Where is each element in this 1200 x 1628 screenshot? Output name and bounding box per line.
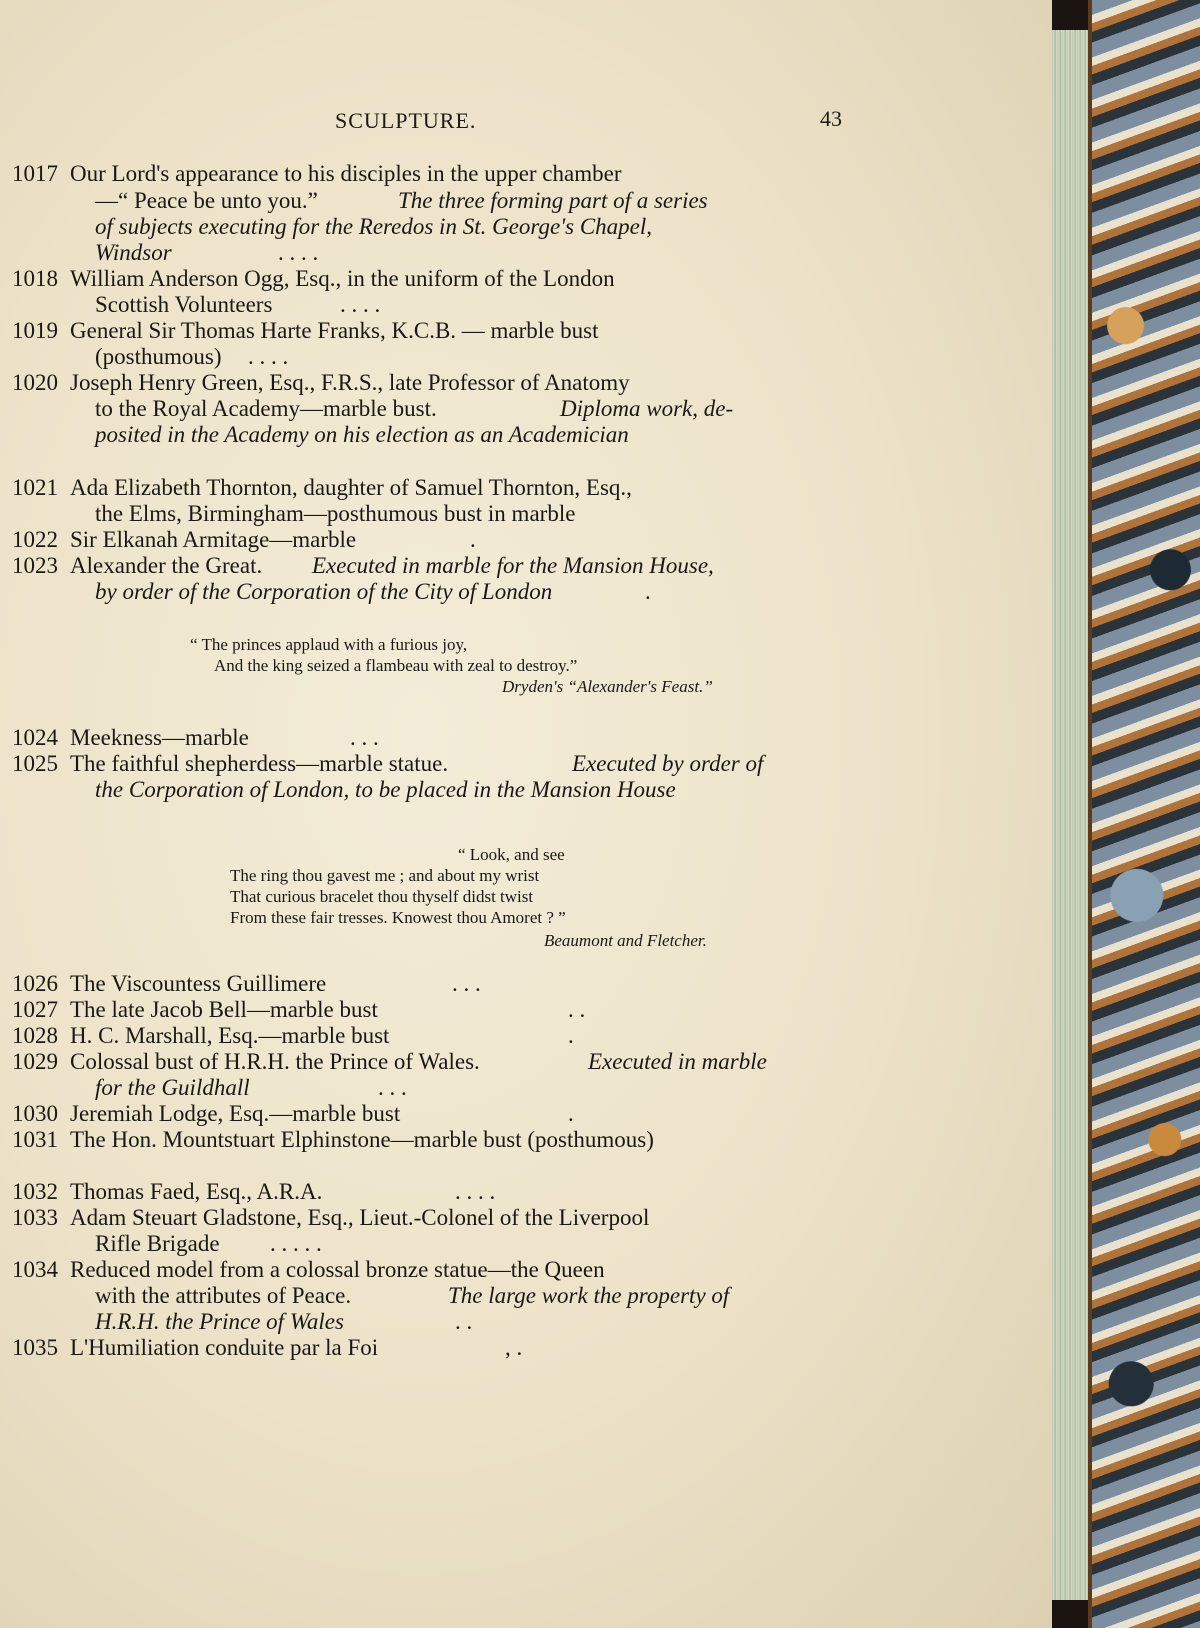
entry-note: for the Guildhall (95, 1075, 250, 1100)
entry-number: 1020 (12, 370, 58, 395)
entry-title: Reduced model from a colossal bronze statue—the Queen (70, 1257, 605, 1282)
entry-title: Our Lord's appearance to his disciples in the upper chamber (70, 161, 622, 186)
entry-number: 1026 (12, 971, 58, 996)
entry-note: Diploma work, de- (560, 396, 734, 421)
verse-line: “ Look, and see (458, 845, 565, 864)
verse-quote (230, 844, 707, 951)
entry-number: 1024 (12, 725, 58, 750)
entry-number: 1029 (12, 1049, 58, 1074)
entry-number: 1017 (12, 161, 58, 186)
entry-number: 1030 (12, 1101, 58, 1126)
entry-note: posited in the Academy on his election as an Academician (95, 422, 629, 447)
entry-number: 1028 (12, 1023, 58, 1048)
entry-number: 1034 (12, 1257, 58, 1282)
leader-dots: . . . . (278, 240, 319, 265)
leader-dots: , . (505, 1335, 523, 1360)
entry-title: The faithful shepherdess—marble statue. (70, 751, 449, 776)
entry-text: Scottish Volunteers (95, 292, 273, 317)
entry-note: Windsor (95, 240, 172, 265)
page-number: 43 (820, 106, 842, 131)
entry-title: Adam Steuart Gladstone, Esq., Lieut.-Colonel of the Liverpool (70, 1205, 650, 1230)
leader-dots: . . . . . (270, 1231, 322, 1256)
page-edges (1052, 30, 1088, 1600)
marbled-endpaper (1088, 0, 1200, 1628)
entry-title: William Anderson Ogg, Esq., in the uniform of the London (70, 266, 615, 291)
entry-title: Meekness—marble (70, 725, 249, 750)
entry-number: 1022 (12, 527, 58, 552)
entry-text: (posthumous) (95, 344, 222, 369)
entry-title: H. C. Marshall, Esq.—marble bust (70, 1023, 390, 1048)
verse-line: From these fair tresses. Knowest thou Amoret ? ” (230, 908, 566, 927)
leader-dots: . (470, 527, 476, 552)
entry-number: 1035 (12, 1335, 58, 1360)
leader-dots: . . . (378, 1075, 407, 1100)
entry-title: Thomas Faed, Esq., A.R.A. (70, 1179, 323, 1204)
entry-title: L'Humiliation conduite par la Foi (70, 1335, 379, 1360)
verse-line: The ring thou gavest me ; and about my wrist (230, 866, 540, 885)
verse-line: That curious bracelet thou thyself didst twist (230, 887, 534, 906)
entry-title: The Hon. Mountstuart Elphinstone—marble bust (posthumous) (70, 1127, 654, 1152)
leader-dots: . . (568, 997, 586, 1022)
entry-note: Executed in marble for the Mansion House, (312, 553, 714, 578)
entry-title: The late Jacob Bell—marble bust (70, 997, 378, 1022)
entry-note: Executed in marble (588, 1049, 767, 1074)
entry-title: General Sir Thomas Harte Franks, K.C.B. — marble bust (70, 318, 599, 343)
leader-dots: . . . (350, 725, 379, 750)
entry-text: Rifle Brigade (95, 1231, 220, 1256)
entry-number: 1027 (12, 997, 58, 1022)
entry-note: the Corporation of London, to be placed in the Mansion House (95, 777, 676, 802)
verse-attribution: Beaumont and Fletcher. (544, 931, 707, 950)
entry-note: of subjects executing for the Reredos in St. George's Chapel, (95, 214, 653, 239)
leader-dots: . . (455, 1309, 473, 1334)
entry-text: with the attributes of Peace. (95, 1283, 352, 1308)
entry-number: 1031 (12, 1127, 58, 1152)
running-title: SCULPTURE. (335, 108, 477, 133)
leader-dots: . (645, 579, 651, 604)
verse-quote (190, 634, 713, 696)
entry-text: to the Royal Academy—marble bust. (95, 396, 437, 421)
entry-number: 1018 (12, 266, 58, 291)
entry-note: Executed by order of (572, 751, 764, 776)
entry-title: The Viscountess Guillimere (70, 971, 327, 996)
entry-note: The three forming part of a series (398, 188, 708, 213)
entry-title: Sir Elkanah Armitage—marble (70, 527, 357, 552)
leader-dots: . (568, 1023, 574, 1048)
verse-line: And the king seized a flambeau with zeal to destroy.” (214, 656, 578, 675)
entry-text: —“ Peace be unto you.” (95, 188, 318, 213)
entry-text: the Elms, Birmingham—posthumous bust in marble (95, 501, 576, 526)
entry-number: 1023 (12, 553, 58, 578)
entry-number: 1033 (12, 1205, 58, 1230)
entry-note: H.R.H. the Prince of Wales (95, 1309, 344, 1334)
leader-dots: . . . . (340, 292, 381, 317)
verse-line: “ The princes applaud with a furious joy, (190, 635, 468, 654)
entry-title: Alexander the Great. (70, 553, 263, 578)
entry-title: Colossal bust of H.R.H. the Prince of Wales. (70, 1049, 480, 1074)
entry-number: 1025 (12, 751, 58, 776)
leader-dots: . . . (452, 971, 481, 996)
verse-attribution: Dryden's “Alexander's Feast.” (502, 677, 713, 696)
entry-number: 1032 (12, 1179, 58, 1204)
entry-number: 1019 (12, 318, 58, 343)
leader-dots: . . . . (248, 344, 289, 369)
entry-note: by order of the Corporation of the City of London (95, 579, 553, 604)
leader-dots: . (568, 1101, 574, 1126)
entry-title: Joseph Henry Green, Esq., F.R.S., late Professor of Anatomy (70, 370, 630, 395)
entry-title: Jeremiah Lodge, Esq.—marble bust (70, 1101, 401, 1126)
entry-number: 1021 (12, 475, 58, 500)
entry-title: Ada Elizabeth Thornton, daughter of Samuel Thornton, Esq., (70, 475, 632, 500)
entry-note: The large work the property of (448, 1283, 730, 1308)
leader-dots: . . . . (455, 1179, 496, 1204)
